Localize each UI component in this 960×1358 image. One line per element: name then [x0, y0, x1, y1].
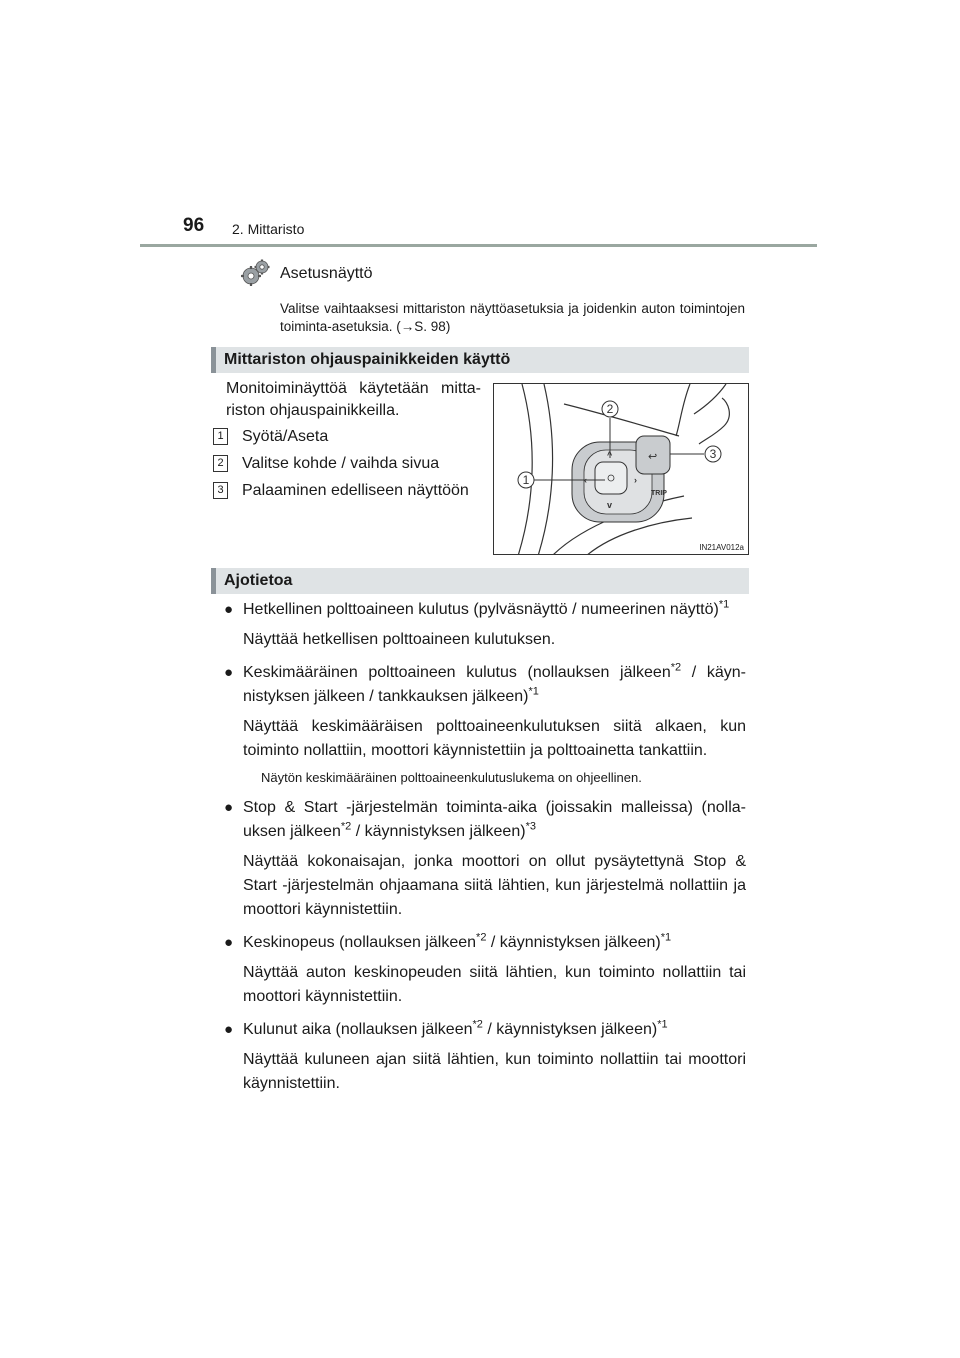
bullet-icon: ●: [224, 601, 234, 618]
control-item-1: [213, 428, 328, 446]
trip-info-item: [224, 1018, 746, 1096]
item-title: [224, 931, 746, 955]
control-item-label: Valitse kohde / vaihda sivua: [242, 455, 440, 472]
page-number: 96: [183, 215, 205, 236]
item-title-text: Kulunut aika (nollauksen jälkeen$^{*2}$ / käynnistyksen jälkeen)$^{*1}$: [243, 1018, 668, 1038]
trip-info-item: [224, 598, 746, 652]
item-description: Näyttää auton keskinopeuden siitä lähtien, kun toiminto nollattiin tai moottori käynnistettiin.: [243, 964, 746, 1005]
svg-text:v: v: [607, 500, 613, 510]
item-title-text: Keskinopeus (nollauksen jälkeen$^{*2}$ / käynnistyksen jälkeen)$^{*1}$: [243, 931, 672, 951]
number-badge: 2: [213, 455, 228, 472]
control-item-label: Palaaminen edelliseen näyttöön: [242, 482, 469, 499]
trip-info-item: [224, 661, 746, 787]
section-heading-text: Ajotietoa: [224, 572, 293, 589]
item-title-text: Hetkellinen polttoaineen kulutus (pylväsnäyttö / numeerinen näyttö)$^{*1}$: [243, 598, 730, 618]
item-note: Näytön keskimääräinen polttoaineenkulutuslukema on ohjeellinen.: [261, 770, 642, 785]
svg-text:›: ›: [634, 475, 637, 485]
item-title: [224, 661, 746, 709]
settings-icon: [240, 259, 270, 287]
section-heading-text: Mittariston ohjauspainikkeiden käyttö: [224, 351, 511, 368]
item-description: Näyttää kokonaisajan, jonka moottori on ollut pysäytettynä Stop & Start -järjestelmän ohjaamana siitä lähtien, kun järjestelmä nollattiin ja moottori käynnistettiin.: [243, 853, 746, 918]
header-rule: [140, 244, 817, 247]
control-item-3: [213, 482, 469, 500]
item-title-text: Keskimääräinen polttoaineen kulutus (nollauksen jälkeen$^{*2}$ / käyn-nistyksen jälkeen / tankkauksen jälkeen)$^{*1}$: [243, 661, 747, 705]
callout-3: 3: [709, 447, 717, 461]
steering-controls-illustration: [493, 383, 749, 555]
item-title: [224, 796, 746, 844]
trip-info-list: [224, 598, 746, 1105]
control-item-label: Syötä/Aseta: [242, 428, 329, 445]
item-description: Näyttää hetkellisen polttoaineen kulutuksen.: [243, 631, 556, 648]
callout-1: 1: [522, 473, 530, 487]
bullet-icon: ●: [224, 664, 234, 681]
trip-info-item: [224, 796, 746, 922]
controls-intro: Monitoiminäyttöä käytetään mitta-riston ohjauspainikkeilla.: [226, 380, 481, 419]
control-item-2: [213, 455, 439, 473]
settings-title: Asetusnäyttö: [280, 265, 373, 282]
item-description: Näyttää keskimääräisen polttoaineenkulutuksen siitä alkaen, kun toiminto nollattiin, moottori käynnistettiin ja polttoainetta tankattiin.: [243, 718, 746, 759]
trip-button-label: TRIP: [651, 490, 667, 497]
bullet-icon: ●: [224, 1021, 234, 1038]
section-heading-trip-info: [211, 568, 749, 594]
svg-text:^: ^: [607, 450, 613, 460]
section-heading-controls: [211, 347, 749, 373]
item-title: [224, 1018, 746, 1042]
bullet-icon: ●: [224, 934, 234, 951]
callout-2: 2: [606, 402, 614, 416]
figure-code: IN21AV012a: [699, 543, 744, 552]
number-badge: 1: [213, 428, 228, 445]
svg-text:↩: ↩: [648, 451, 658, 463]
number-badge: 3: [213, 482, 228, 499]
item-title-text: Stop & Start -järjestelmän toiminta-aika (joissakin malleissa) (nolla-uksen jälkeen$^{*2}$ / käynnistyksen jälkeen)$^{*3}$: [243, 799, 746, 840]
trip-info-item: [224, 931, 746, 1009]
svg-text:‹: ‹: [584, 475, 587, 485]
steering-wheel-drawing: [494, 384, 749, 555]
settings-description: Valitse vaihtaaksesi mittariston näyttöasetuksia ja joidenkin auton toimintojen toiminta-asetuksia. (→S. 98): [280, 301, 745, 334]
bullet-icon: ●: [224, 799, 234, 816]
item-description: Näyttää kuluneen ajan siitä lähtien, kun toiminto nollattiin tai moottori käynnistettiin.: [243, 1051, 746, 1092]
item-title: [224, 598, 746, 622]
chapter-title: 2. Mittaristo: [232, 221, 305, 237]
